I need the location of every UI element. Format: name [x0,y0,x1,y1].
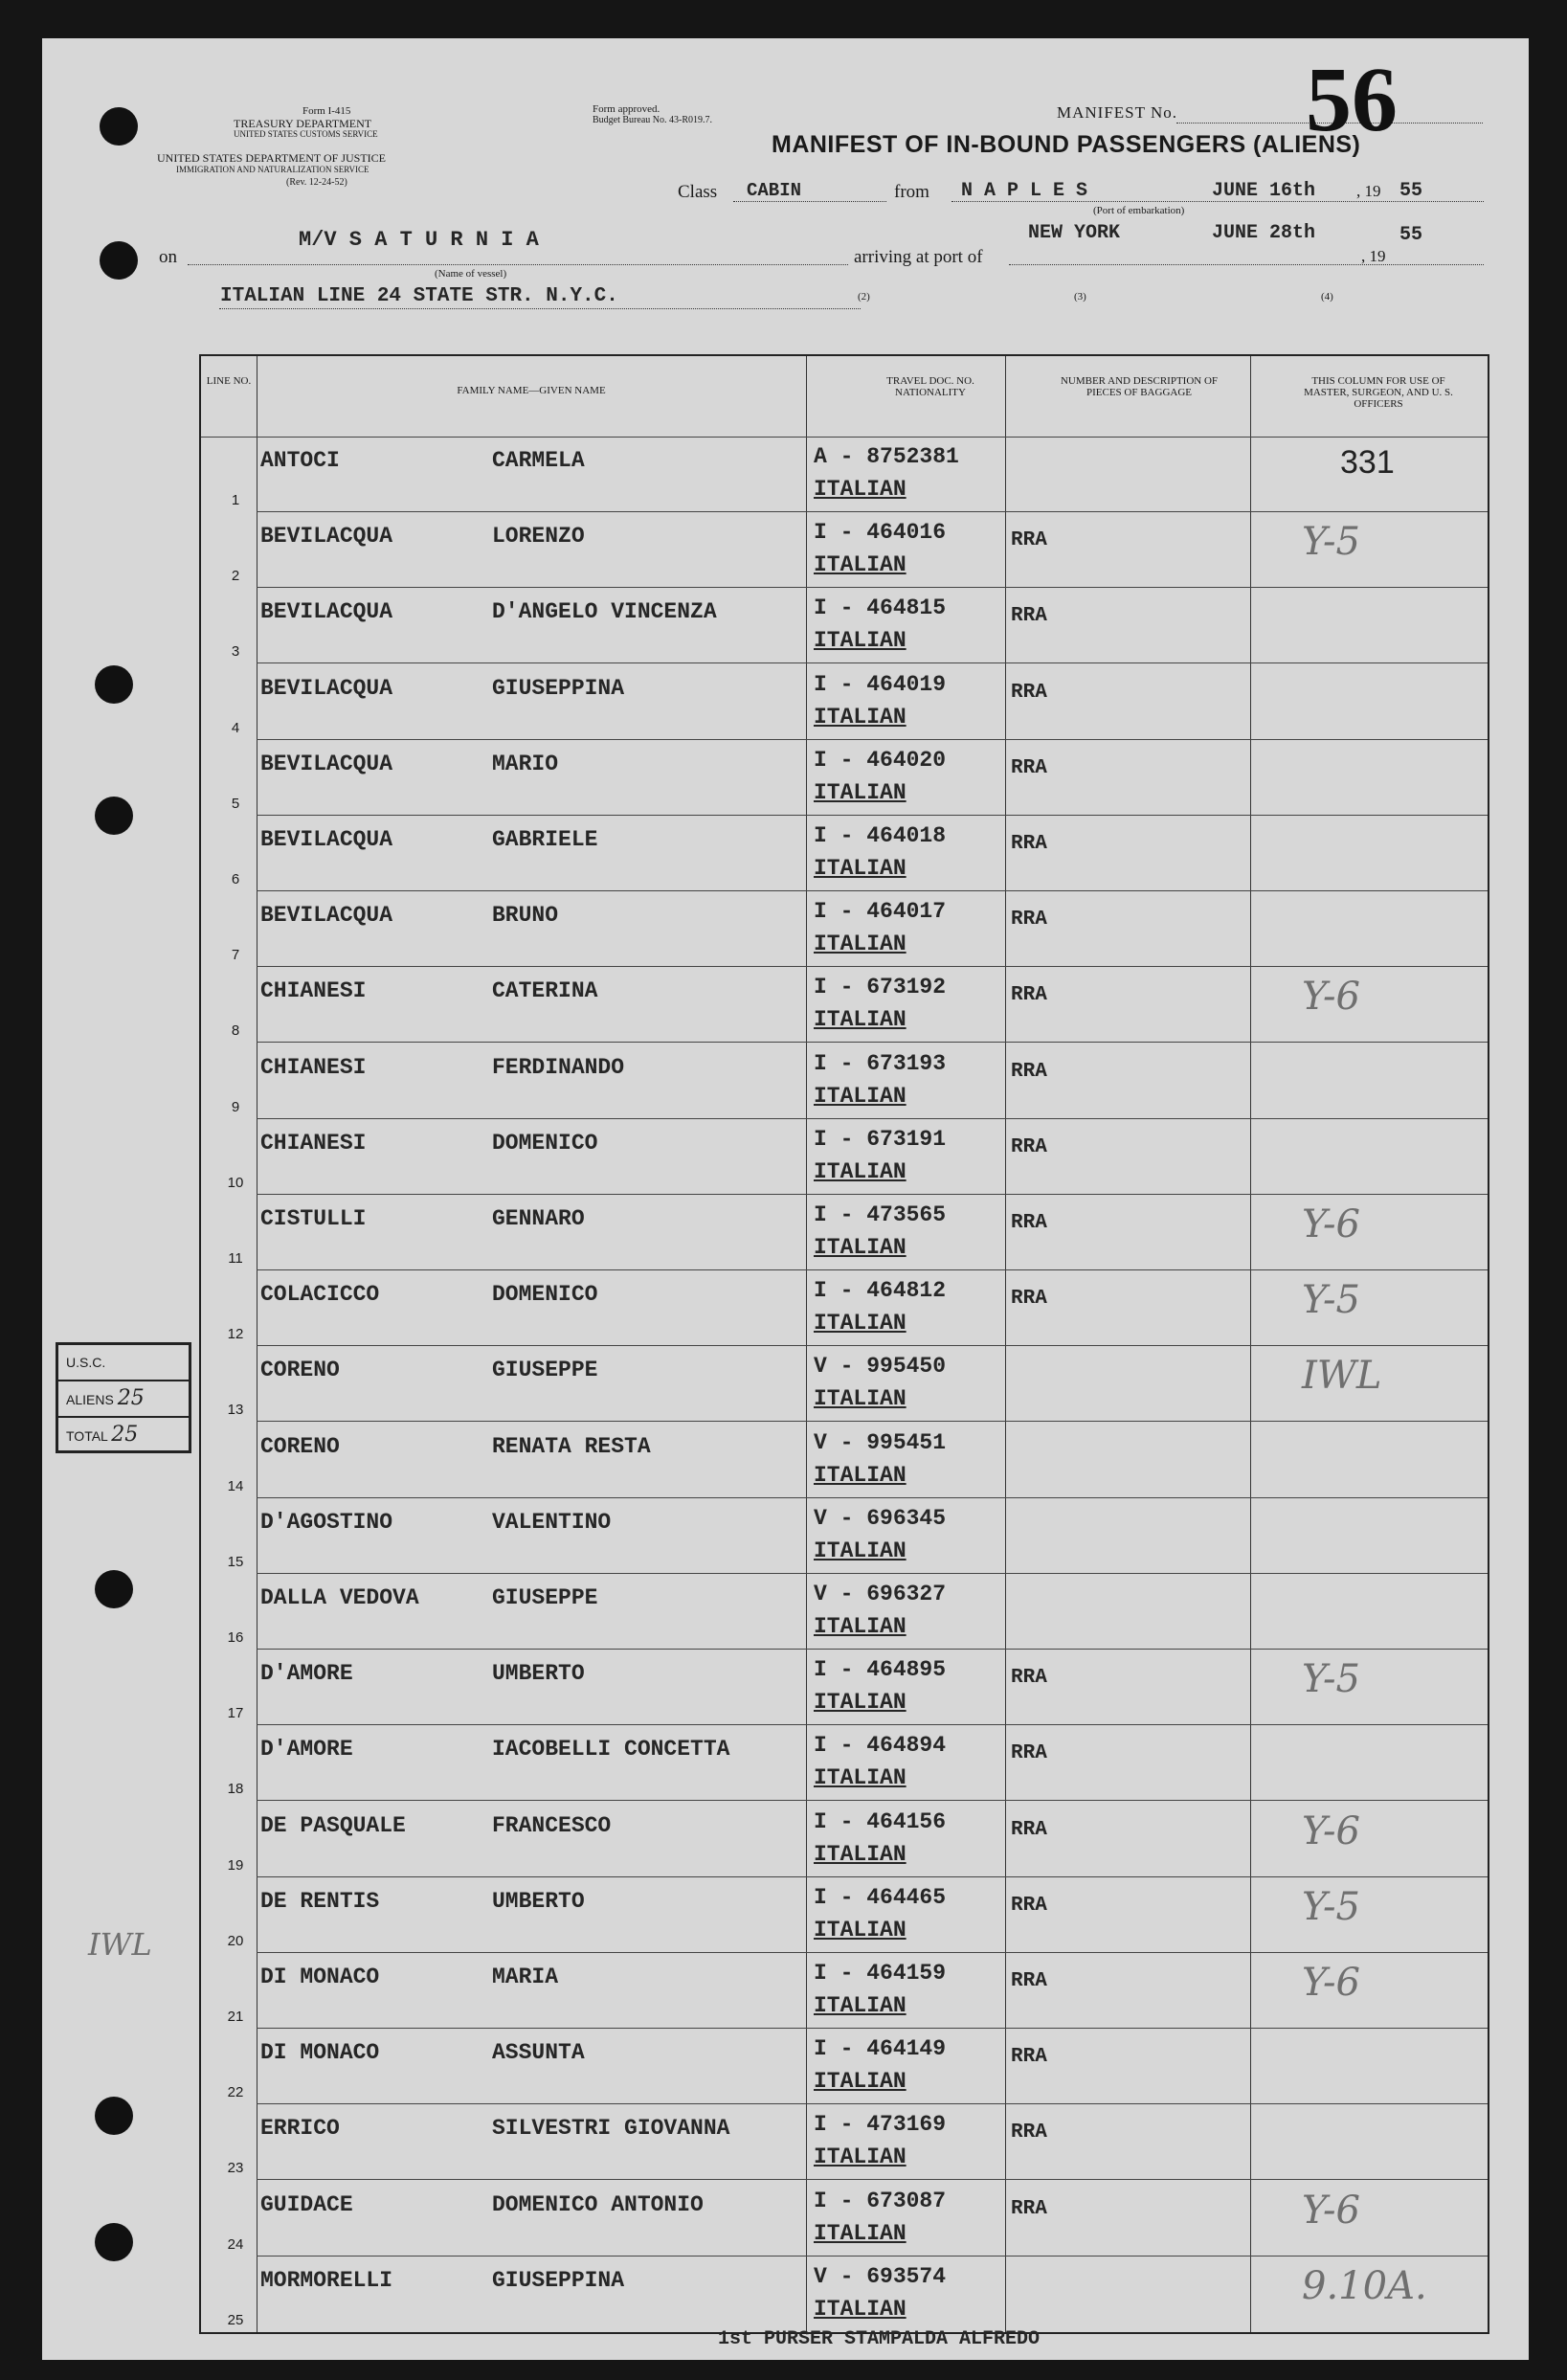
purser-signature-line: 1st PURSER STAMPALDA ALFREDO [718,2328,1041,2350]
col-name: FAMILY NAME—GIVEN NAME [457,385,606,396]
baggage: RRA [1011,1667,1047,1690]
line-number: 2 [231,568,240,585]
line-number: 7 [231,947,240,964]
arrival-year: 55 [1399,224,1423,246]
given-name: FRANCESCO [492,1812,612,1838]
line-number: 12 [227,1326,244,1343]
line-number: 24 [227,2235,244,2253]
family-name: BEVILACQUA [260,675,393,701]
given-name: DOMENICO ANTONIO [492,2191,704,2217]
col-line-no: LINE NO. [206,375,252,387]
travel-doc-number: V - 696327 [814,1582,947,1606]
form-approved: Form approved. [593,103,660,115]
travel-doc-number: I - 673192 [814,975,947,1000]
given-name: IACOBELLI CONCETTA [492,1737,730,1763]
given-name: LORENZO [492,524,585,550]
nationality: ITALIAN [814,779,907,805]
table-row [201,1346,1488,1422]
nationality: ITALIAN [814,932,907,957]
punch-hole [95,797,133,835]
family-name: DI MONACO [260,1965,380,1989]
table-row [201,1119,1488,1195]
vessel-caption: (Name of vessel) [435,268,507,280]
line-number: 6 [231,871,240,887]
given-name: CATERINA [492,978,598,1004]
class-value: CABIN [747,180,802,201]
family-name: CHIANESI [260,978,367,1004]
stamp-total-label: TOTAL [66,1428,108,1444]
baggage: RRA [1011,1970,1047,1992]
family-name: DI MONACO [260,2040,380,2066]
family-name: CORENO [260,1433,340,1459]
given-name: GIUSEPPE [492,1585,598,1610]
given-name: VALENTINO [492,1509,612,1535]
manifest-number: 56 [1306,48,1398,150]
arrival-date: JUNE 28th [1212,222,1316,244]
punch-hole [95,2097,133,2135]
manifest-page [42,38,1529,2360]
travel-doc-number: V - 995451 [814,1429,947,1455]
nationality: ITALIAN [814,1690,907,1716]
officer-mark: 331 [1340,444,1395,481]
line-number: 13 [227,1402,244,1419]
table-row [201,1574,1488,1650]
given-name: UMBERTO [492,1661,585,1687]
table-row [201,1423,1488,1498]
nationality: ITALIAN [814,1765,907,1791]
travel-doc-number: I - 464020 [814,747,947,773]
baggage: RRA [1011,1135,1047,1158]
family-name: DE RENTIS [260,1888,380,1914]
given-name: FERDINANDO [492,1054,625,1080]
line-number: 10 [227,1174,244,1191]
travel-doc-number: I - 464156 [814,1808,947,1834]
travel-doc-number: I - 464815 [814,595,947,621]
family-name: CORENO [260,1358,340,1383]
nationality: ITALIAN [814,1993,907,2018]
class-label: Class [678,182,718,202]
travel-doc-number: I - 464018 [814,823,947,848]
line-number: 21 [227,2009,244,2025]
table-row [201,588,1488,663]
nationality: ITALIAN [814,2144,907,2170]
family-name: COLACICCO [260,1282,380,1308]
line-number: 14 [227,1477,244,1494]
nationality: ITALIAN [814,2220,907,2246]
nationality: ITALIAN [814,1386,907,1412]
line-number: 15 [227,1553,244,1570]
given-name: GIUSEPPINA [492,2267,625,2293]
officer-mark: Y-6 [1302,2188,1360,2233]
col-number-3: (3) [1074,291,1086,303]
margin-note: IWL [88,1926,152,1963]
line-number: 9 [231,1098,240,1115]
nationality: ITALIAN [814,856,907,881]
family-name: BEVILACQUA [260,903,393,929]
travel-doc-number: I - 464894 [814,1733,947,1759]
treasury-dept: TREASURY DEPARTMENT [234,117,372,130]
line-number: 11 [228,1250,243,1267]
travel-doc-number: I - 673193 [814,1050,947,1076]
arrival-port: NEW YORK [1028,222,1121,244]
line-number: 20 [227,1932,244,1949]
punch-hole [95,665,133,704]
nationality: ITALIAN [814,477,907,502]
given-name: DOMENICO [492,1282,598,1308]
given-name: BRUNO [492,903,559,929]
table-row [201,1802,1488,1877]
stamp-total-value: 25 [111,1423,139,1447]
stamp-line-usc: U.S.C. [58,1345,189,1381]
table-row [201,1044,1488,1119]
travel-doc-number: V - 696345 [814,1505,947,1531]
family-name: DE PASQUALE [260,1812,406,1838]
revision-date: (Rev. 12-24-52) [286,177,347,188]
given-name: GIUSEPPINA [492,675,625,701]
from-label: from [894,182,929,202]
family-name: DALLA VEDOVA [260,1585,419,1610]
baggage: RRA [1011,1288,1047,1311]
officer-mark: Y-6 [1302,1202,1360,1246]
punch-hole [100,107,138,146]
line-number: 22 [227,2084,244,2101]
nationality: ITALIAN [814,1841,907,1867]
family-name: D'AMORE [260,1661,353,1687]
family-name: D'AGOSTINO [260,1509,393,1535]
family-name: CHIANESI [260,1130,367,1156]
given-name: MARIO [492,751,559,776]
baggage: RRA [1011,833,1047,855]
baggage: RRA [1011,1894,1047,1917]
baggage: RRA [1011,1742,1047,1765]
family-name: MORMORELLI [260,2267,393,2293]
given-name: CARMELA [492,448,585,473]
officer-mark: Y-5 [1302,520,1360,565]
table-row [201,1725,1488,1801]
nationality: ITALIAN [814,1614,907,1639]
travel-doc-number: I - 464812 [814,1278,947,1304]
nationality: ITALIAN [814,1235,907,1260]
table-row [201,1270,1488,1346]
baggage: RRA [1011,1212,1047,1234]
nationality: ITALIAN [814,1083,907,1109]
arrival-year-prefix: , 19 [1361,247,1386,265]
travel-doc-number: I - 473169 [814,2112,947,2138]
depart-year: 55 [1399,180,1423,202]
table-row [201,512,1488,588]
line-number: 19 [227,1856,244,1874]
baggage: RRA [1011,1818,1047,1841]
given-name: MARIA [492,1965,559,1989]
arriving-label: arriving at port of [854,247,983,267]
nationality: ITALIAN [814,1007,907,1033]
travel-doc-number: V - 995450 [814,1354,947,1380]
officer-mark: Y-5 [1302,1884,1360,1929]
table-row [201,1498,1488,1574]
family-name: ANTOCI [260,448,340,473]
officer-mark: Y-5 [1302,1278,1360,1323]
vessel-name: M/V S A T U R N I A [299,228,539,252]
given-name: GIUSEPPE [492,1358,598,1383]
family-name: BEVILACQUA [260,751,393,776]
officer-mark: Y-5 [1302,1657,1360,1702]
table-row [201,2029,1488,2104]
family-name: ERRICO [260,2116,340,2142]
punch-hole [95,2223,133,2261]
family-name: BEVILACQUA [260,599,393,625]
budget-bureau: Budget Bureau No. 43-R019.7. [593,115,712,125]
officer-mark: IWL [1302,1354,1382,1399]
travel-doc-number: I - 464019 [814,671,947,697]
line-number: 4 [231,719,240,736]
nationality: ITALIAN [814,1311,907,1336]
table-row [201,967,1488,1043]
col-travel-doc: TRAVEL DOC. NO. NATIONALITY [886,375,974,398]
col-number-4: (4) [1321,291,1333,303]
line-number: 5 [231,795,240,812]
officer-mark: Y-6 [1302,1961,1360,2005]
stamp-aliens-label: ALIENS [66,1392,114,1407]
travel-doc-number: V - 693574 [814,2263,947,2289]
baggage: RRA [1011,2122,1047,2144]
line-number: 25 [227,2311,244,2328]
line-number: 3 [231,643,240,661]
col-baggage: NUMBER AND DESCRIPTION OF PIECES OF BAGGAGE [1060,375,1219,398]
table-row [201,664,1488,740]
table-row [201,1877,1488,1953]
baggage: RRA [1011,2197,1047,2220]
officer-mark: 9.10A. [1302,2263,1427,2308]
officer-mark: Y-6 [1302,975,1360,1020]
punch-hole [100,241,138,280]
depart-date: JUNE 16th [1212,180,1316,202]
travel-doc-number: I - 464017 [814,899,947,925]
table-row [201,816,1488,891]
travel-doc-number: I - 673191 [814,1126,947,1152]
travel-doc-number: A - 8752381 [814,444,959,469]
customs-service: UNITED STATES CUSTOMS SERVICE [234,129,378,139]
port-embarkation-caption: (Port of embarkation) [1093,205,1185,216]
col-officers: THIS COLUMN FOR USE OF MASTER, SURGEON, AND U. S. OFFICERS [1304,375,1453,410]
stamp-aliens-value: 25 [117,1386,145,1410]
family-name: CHIANESI [260,1054,367,1080]
travel-doc-number: I - 464895 [814,1657,947,1683]
given-name: GENNARO [492,1206,585,1231]
family-name: BEVILACQUA [260,524,393,550]
family-name: CISTULLI [260,1206,367,1231]
given-name: D'ANGELO VINCENZA [492,599,717,625]
family-name: GUIDACE [260,2191,353,2217]
nationality: ITALIAN [814,1158,907,1184]
family-name: D'AMORE [260,1737,353,1763]
given-name: GABRIELE [492,827,598,852]
table-row [201,2181,1488,2257]
line-number: 8 [231,1022,240,1040]
table-row [201,740,1488,816]
given-name: DOMENICO [492,1130,598,1156]
officer-mark: Y-6 [1302,1808,1360,1853]
nationality: ITALIAN [814,1538,907,1563]
baggage: RRA [1011,1060,1047,1083]
table-row [201,2104,1488,2180]
on-label: on [159,247,177,267]
embark-port: N A P L E S [961,180,1088,202]
baggage: RRA [1011,529,1047,552]
line-number: 18 [227,1781,244,1798]
justice-dept: UNITED STATES DEPARTMENT OF JUSTICE [157,151,387,165]
given-name: RENATA RESTA [492,1433,651,1459]
given-name: SILVESTRI GIOVANNA [492,2116,730,2142]
line-number: 1 [231,492,240,508]
baggage: RRA [1011,681,1047,704]
ins-service: IMMIGRATION AND NATURALIZATION SERVICE [176,165,369,174]
alien-count-stamp [56,1342,191,1453]
baggage: RRA [1011,605,1047,628]
depart-year-prefix: , 19 [1356,182,1381,200]
baggage: RRA [1011,909,1047,932]
form-number: Form I-415 [302,105,351,117]
table-row [201,1195,1488,1270]
travel-doc-number: I - 673087 [814,2188,947,2213]
punch-hole [95,1570,133,1608]
nationality: ITALIAN [814,2296,907,2322]
line-agent: ITALIAN LINE 24 STATE STR. N.Y.C. [220,285,618,307]
travel-doc-number: I - 464149 [814,2036,947,2062]
table-row [201,1953,1488,2029]
given-name: UMBERTO [492,1888,585,1914]
travel-doc-number: I - 464159 [814,1961,947,1986]
table-row [201,891,1488,967]
travel-doc-number: I - 473565 [814,1202,947,1227]
line-number: 23 [227,2160,244,2177]
table-row [201,2257,1488,2332]
family-name: BEVILACQUA [260,827,393,852]
nationality: ITALIAN [814,628,907,654]
baggage: RRA [1011,984,1047,1007]
page-title: MANIFEST OF IN-BOUND PASSENGERS (ALIENS) [772,131,1361,158]
baggage: RRA [1011,756,1047,779]
line-number: 16 [227,1629,244,1646]
travel-doc-number: I - 464465 [814,1884,947,1910]
manifest-no-label: MANIFEST No. [1057,103,1177,122]
travel-doc-number: I - 464016 [814,520,947,546]
table-row [201,1650,1488,1725]
table-row [201,437,1488,512]
nationality: ITALIAN [814,1462,907,1488]
col-number-2: (2) [858,291,870,303]
line-number: 17 [227,1705,244,1722]
nationality: ITALIAN [814,552,907,578]
baggage: RRA [1011,2046,1047,2069]
nationality: ITALIAN [814,1917,907,1942]
nationality: ITALIAN [814,2069,907,2095]
given-name: ASSUNTA [492,2040,585,2066]
nationality: ITALIAN [814,704,907,730]
passenger-table [199,354,1489,2334]
